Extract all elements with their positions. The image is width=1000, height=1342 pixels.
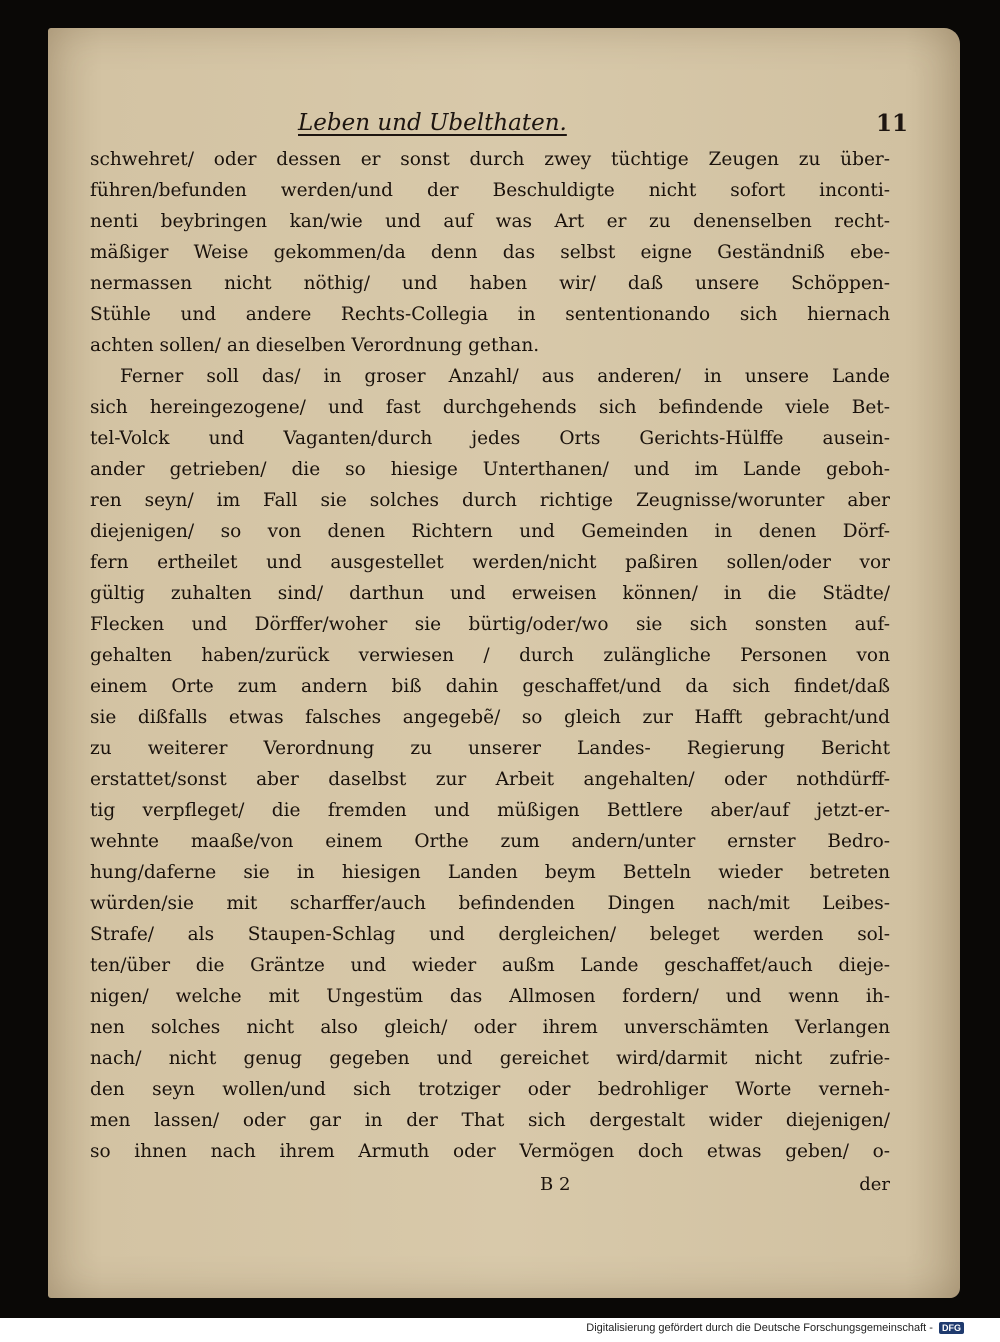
text-line: gehalten haben/zurück verwiesen / durch zulängliche Personen von	[90, 645, 890, 666]
signature-mark: B 2	[540, 1174, 571, 1195]
text-line: ren seyn/ im Fall sie solches durch richtige Zeugnisse/worunter aber	[90, 490, 890, 511]
text-line: sich hereingezogene/ und fast durchgehends sich befindende viele Bet-	[90, 397, 890, 418]
text-line: nach/ nicht genug gegeben und gereichet wird/darmit nicht zufrie-	[90, 1048, 890, 1069]
text-line: Flecken und Dörffer/woher sie bürtig/oder/wo sie sich sonsten auf-	[90, 614, 890, 635]
text-line: wehnte maaße/von einem Orthe zum andern/unter ernster Bedro-	[90, 831, 890, 852]
text-line: achten sollen/ an dieselben Verordnung gethan.	[90, 335, 540, 356]
text-line: erstattet/sonst aber daselbst zur Arbeit angehalten/ oder nothdürff-	[90, 769, 890, 790]
book-page	[48, 28, 960, 1298]
text-line: Stühle und andere Rechts-Collegia in sententionando sich hiernach	[90, 304, 890, 325]
text-line: würden/sie mit scharffer/auch befindenden Dingen nach/mit Leibes-	[90, 893, 890, 914]
text-line: Strafe/ als Staupen-Schlag und dergleichen/ beleget werden sol-	[90, 924, 890, 945]
text-line: Ferner soll das/ in groser Anzahl/ aus anderen/ in unsere Lande	[120, 366, 890, 387]
text-line: den seyn wollen/und sich trotziger oder bedrohliger Worte verneh-	[90, 1079, 890, 1100]
text-line: nen solches nicht also gleich/ oder ihrem unverschämten Verlangen	[90, 1017, 890, 1038]
credit-text: Digitalisierung gefördert durch die Deutsche Forschungsgemeinschaft -	[586, 1322, 933, 1334]
text-line: sie dißfalls etwas falsches angegebẽ/ so gleich zur Hafft gebracht/und	[90, 707, 890, 728]
digitization-credit	[586, 1322, 964, 1334]
page-footer	[90, 1174, 890, 1202]
text-line: führen/befunden werden/und der Beschuldigte nicht sofort inconti-	[90, 180, 890, 201]
running-title: Leben und Ubelthaten.	[298, 110, 567, 136]
text-line: schwehret/ oder dessen er sonst durch zwey tüchtige Zeugen zu über-	[90, 149, 890, 170]
text-line: ander getrieben/ die so hiesige Unterthanen/ und im Lande geboh-	[90, 459, 890, 480]
text-line: gültig zuhalten sind/ darthun und erweisen können/ in die Städte/	[90, 583, 890, 604]
text-body	[90, 144, 890, 1167]
text-line: hung/daferne sie in hiesigen Landen beym Betteln wieder betreten	[90, 862, 890, 883]
text-line: ten/über die Gräntze und wieder außm Lande geschaffet/auch dieje-	[90, 955, 890, 976]
text-line: men lassen/ oder gar in der That sich dergestalt wider diejenigen/	[90, 1110, 890, 1131]
text-line: mäßiger Weise gekommen/da denn das selbst eigne Geständniß ebe-	[90, 242, 890, 263]
dfg-logo-icon: DFG	[939, 1322, 964, 1334]
text-line: fern ertheilet und ausgestellet werden/nicht paßiren sollen/oder vor	[90, 552, 890, 573]
text-line: nermassen nicht nöthig/ und haben wir/ daß unsere Schöppen-	[90, 273, 890, 294]
running-head	[48, 110, 960, 144]
text-line: zu weiterer Verordnung zu unserer Landes- Regierung Bericht	[90, 738, 890, 759]
text-line: tig verpfleget/ die fremden und müßigen Bettlere aber/auf jetzt-er-	[90, 800, 890, 821]
text-line: nenti beybringen kan/wie und auf was Art er zu denenselben recht-	[90, 211, 890, 232]
text-line: tel-Volck und Vaganten/durch jedes Orts Gerichts-Hülffe ausein-	[90, 428, 890, 449]
text-line: nigen/ welche mit Ungestüm das Allmosen fordern/ und wenn ih-	[90, 986, 890, 1007]
text-line: diejenigen/ so von denen Richtern und Gemeinden in denen Dörf-	[90, 521, 890, 542]
text-line: so ihnen nach ihrem Armuth oder Vermögen doch etwas geben/ o-	[90, 1141, 890, 1162]
text-line: einem Orte zum andern biß dahin geschaffet/und da sich findet/daß	[90, 676, 890, 697]
page-number: 11	[875, 110, 908, 137]
catchword: der	[859, 1174, 890, 1195]
